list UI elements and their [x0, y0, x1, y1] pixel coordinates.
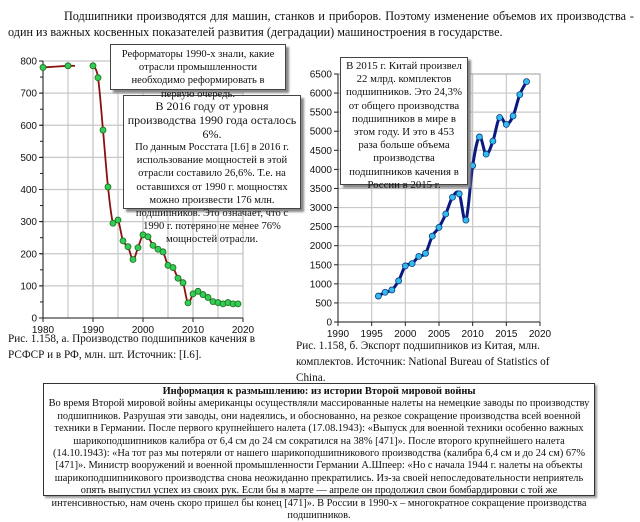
data-point: [396, 278, 402, 284]
y-tick-label: 100: [20, 281, 37, 293]
callout-2016: [123, 95, 301, 246]
data-point: [423, 250, 429, 256]
callout-china-text: В 2015 г. Китай произвел 22 млрд. комплектов подшипников. Это 24,3% от общего производства подшипников в мире в этом году. И это в 453 раза больше объема производства подшипников качения в России в 2015 г.: [345, 60, 463, 191]
y-tick-label: 2500: [309, 222, 332, 234]
data-point: [497, 114, 503, 120]
data-point: [105, 184, 111, 190]
y-tick-label: 500: [315, 298, 332, 310]
info-box: [43, 383, 595, 522]
caption-left: Рис. 1.158, а. Производство подшипников качения в РСФСР и в РФ, млн. шт. Источник: [I.6].: [8, 333, 256, 361]
data-point: [402, 263, 408, 269]
intro-paragraph: Подшипники производятся для машин, станков и приборов. Поэтому изменение объемов их производства - один из важных косвенных показателей развития (деградации) машиностроения в государстве.: [8, 9, 634, 39]
data-point: [429, 233, 435, 239]
data-point: [170, 265, 176, 271]
x-tick-label: 1990: [81, 325, 105, 336]
data-point: [180, 280, 186, 286]
data-point: [524, 79, 530, 85]
y-tick-label: 600: [20, 120, 37, 132]
y-tick-label: 4000: [309, 164, 332, 176]
y-tick-label: 4500: [309, 145, 332, 157]
x-tick-label: 2015: [495, 329, 518, 340]
caption-right: Рис. 1.158, б. Экспорт подшипников из Китая, млн. комплектов. Источник: National Bureau of Statistics of China.: [296, 340, 550, 384]
data-point: [382, 289, 388, 295]
y-tick-label: 200: [20, 249, 37, 261]
y-tick-label: 2000: [309, 241, 332, 253]
x-tick-label: 1995: [360, 329, 383, 340]
data-point: [449, 194, 455, 200]
info-box-body: Во время Второй мировой войны американцы осуществляли массированные налеты на немецкие заводы по производству подшипников. Разрушая эти заводы, они надеялись, и обоснованно, на резкое сокращение производства всей военной техники в Германии. После первого крупнейшего налета (17.08.1943): «Выпуск для военной техники особенно важных шарикоподшипников калибра от 6,4 см до 24 см сократился на 38% [471]». После второго крупнейшего налета (14.10.1943): «На тот раз мы потеряли от нашего шарикоподшипникового производства (калибра 6,4 см и до 24 см) 67% [471]». Министр вооружений и военной промышленности Германии А.Шпеер: «Но с начала 1944 г. налеты на объекты шарикоподшипникового производства снова неожиданно прекратились. Из-за своей непоследовательности неприятель опять выпустил успех из своих рук. Если бы в марте — апреле он продолжил свои бомбардировки с той же интенсивностью, нам очень скоро пришел бы конец [471]». В России в 1990-х – многократное сокращение производства подшипников.: [48, 398, 590, 522]
x-tick-label: 2020: [528, 329, 552, 340]
data-point: [503, 121, 509, 127]
data-point: [470, 163, 476, 169]
data-point: [185, 300, 191, 306]
y-tick-label: 3500: [309, 183, 332, 195]
y-tick-label: 800: [20, 56, 37, 68]
data-point: [235, 301, 241, 307]
y-tick-label: 500: [20, 152, 37, 164]
y-tick-label: 1000: [309, 279, 332, 291]
data-point: [130, 257, 136, 263]
data-point: [175, 275, 181, 281]
y-tick-label: 0: [326, 317, 332, 329]
x-tick-label: 2010: [181, 325, 205, 336]
series-line-segment: [43, 66, 68, 68]
x-tick-label: 1980: [31, 325, 55, 336]
data-point: [115, 217, 121, 223]
data-point: [375, 293, 381, 299]
y-tick-label: 1500: [309, 260, 332, 272]
x-tick-label: 2005: [427, 329, 451, 340]
data-point: [389, 287, 395, 293]
x-tick-label: 2020: [231, 325, 255, 336]
data-point: [476, 134, 482, 140]
y-tick-label: 6500: [309, 69, 332, 81]
y-tick-label: 6000: [309, 88, 332, 100]
data-point: [436, 224, 442, 230]
info-box-title: Информация к размышлению: из истории Второй мировой войны: [162, 386, 476, 397]
data-point: [517, 92, 523, 98]
data-point: [510, 113, 516, 119]
data-point: [90, 63, 96, 69]
data-point: [483, 151, 489, 157]
y-tick-label: 0: [31, 313, 37, 325]
data-point: [205, 294, 211, 300]
callout-reformers: [110, 44, 286, 100]
data-point: [443, 211, 449, 217]
y-tick-label: 400: [20, 185, 37, 196]
data-point: [463, 217, 469, 223]
data-point: [409, 261, 415, 267]
data-point: [456, 191, 462, 197]
y-tick-label: 3000: [309, 203, 332, 215]
callout-2016-body: По данным Росстата [I.6] в 2016 г. использование мощностей в этой отрасли составило 26,6%. Т.е. на оставшихся от 1990 г. мощностях можно произвести 176 млн. подшипников. Это означает, что с 1990 г. потеряно не менее 76% мощностей отрасли.: [135, 142, 289, 246]
data-point: [416, 253, 422, 259]
data-point: [95, 75, 101, 81]
data-point: [100, 127, 106, 133]
y-tick-label: 5500: [309, 107, 332, 119]
y-tick-label: 5000: [309, 126, 332, 138]
x-tick-label: 1990: [326, 329, 350, 340]
data-point: [160, 249, 166, 255]
data-point: [40, 64, 46, 70]
x-tick-label: 2000: [394, 329, 417, 340]
callout-china: [340, 57, 468, 191]
data-point: [65, 63, 71, 69]
y-tick-label: 700: [20, 88, 37, 100]
data-point: [490, 138, 496, 144]
callout-reformers-text: Реформаторы 1990-х знали, какие отрасли промышленности необходимо реформировать в первую очередь.: [121, 49, 275, 100]
y-tick-label: 300: [20, 217, 37, 229]
x-tick-label: 2010: [461, 329, 484, 340]
x-tick-label: 2000: [131, 325, 155, 336]
callout-2016-headline: В 2016 году от уровня производства 1990 года осталось 6%.: [127, 99, 297, 141]
